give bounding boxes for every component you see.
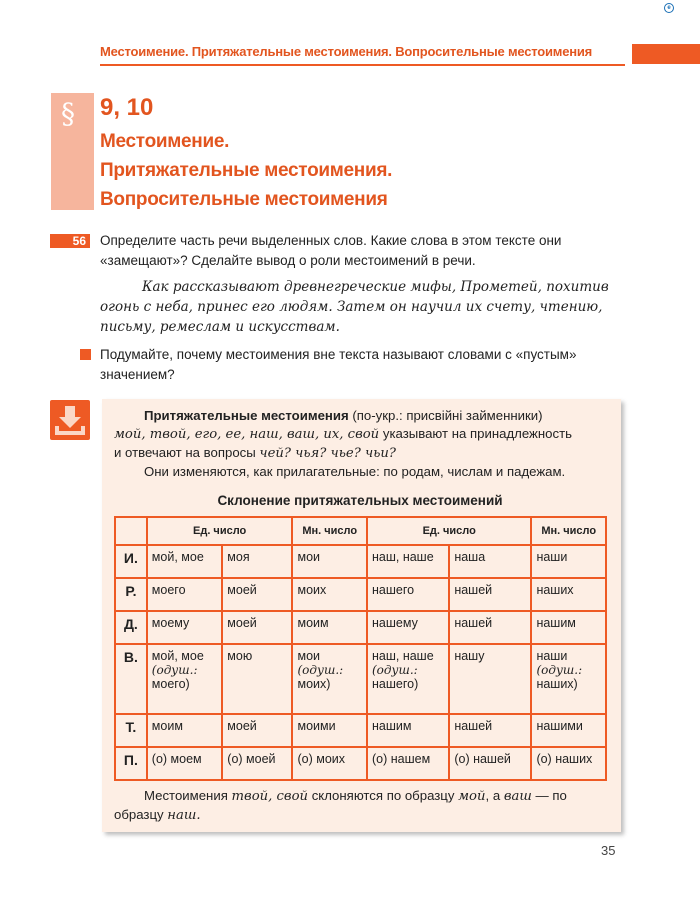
note-text: образцу [114, 807, 164, 822]
table-cell: нашей [449, 714, 531, 747]
cell-line: моего) [151, 677, 190, 691]
table-cell: (о) нашем [367, 747, 449, 780]
exercise-number: 56 [50, 234, 90, 248]
note-text: , а [485, 788, 501, 803]
rule-note [114, 787, 604, 825]
table-cell: нашему [367, 611, 449, 644]
table-cell: моему [147, 611, 222, 644]
table-cell: моим [147, 714, 222, 747]
exercise-task [100, 231, 620, 271]
table-cell: нашим [531, 611, 606, 644]
note-text: Местоимения [144, 788, 228, 803]
header-empty [115, 517, 147, 545]
case-label: Т. [115, 714, 147, 747]
rule-definition [114, 407, 604, 481]
page-number: 35 [601, 843, 616, 858]
cell-line: нашего) [372, 677, 419, 691]
table-cell: наш, наше [367, 545, 449, 578]
section-title-line-1: Местоимение. [100, 131, 230, 152]
table-cell: моя [222, 545, 292, 578]
header-singular-2: Ед. число [367, 517, 531, 545]
table-row [115, 545, 606, 578]
section-number: 9, 10 [100, 94, 154, 121]
table-row [115, 714, 606, 747]
question-line-2: значением? [100, 367, 175, 382]
exercise-question [100, 345, 620, 385]
note-italic: ваш [503, 789, 532, 804]
cell-line: (одуш.: [297, 663, 344, 677]
header-rule [100, 64, 625, 66]
paragraph-symbol: § [61, 97, 75, 130]
rule-examples: мой, твой, его, ее, наш, ваш, их, свой [114, 427, 380, 442]
cell-line: наш, наше [372, 649, 434, 663]
text-line-1: Как рассказывают древнегреческие мифы, Прометей, похитив [142, 279, 609, 295]
table-cell: моей [222, 714, 292, 747]
download-icon [50, 400, 90, 440]
table-cell: наших [531, 578, 606, 611]
section-title-line-2: Притяжательные местоимения. [100, 160, 393, 181]
question-line-1: Подумайте, почему местоимения вне текста называют словами с «пустым» [100, 347, 577, 362]
table-cell: (о) моей [222, 747, 292, 780]
cell-line: мои [297, 649, 321, 663]
table-cell [292, 644, 367, 714]
cell-line: моих) [297, 677, 331, 691]
table-row [115, 611, 606, 644]
table-cell: нашу [449, 644, 531, 714]
note-italic: мой [458, 789, 486, 804]
text-line-2: огонь с неба, принес его людям. Затем он научил их счету, чтению, [100, 299, 603, 315]
table-cell: нашими [531, 714, 606, 747]
table-cell [367, 644, 449, 714]
table-cell: моих [292, 578, 367, 611]
table-caption: Склонение притяжательных местоимений [217, 493, 503, 508]
task-line-1: Определите часть речи выделенных слов. Какие слова в этом тексте они [100, 233, 562, 248]
table-cell: (о) наших [531, 747, 606, 780]
table-cell: мои [292, 545, 367, 578]
header-plural-1: Мн. число [292, 517, 367, 545]
table-cell: моей [222, 611, 292, 644]
table-row [115, 578, 606, 611]
rule-desc-2: и отвечают на вопросы [114, 445, 256, 460]
header-bar [632, 44, 700, 64]
table-cell: (о) моем [147, 747, 222, 780]
cell-line: (одуш.: [372, 663, 418, 677]
table-cell: моими [292, 714, 367, 747]
note-text: склоняются по образцу [311, 788, 455, 803]
table-cell: наша [449, 545, 531, 578]
running-header: Местоимение. Притяжательные местоимения. Вопросительные местоимения [100, 44, 593, 59]
table-cell: (о) нашей [449, 747, 531, 780]
task-line-2: «замещают»? Сделайте вывод о роли местоимений в речи. [100, 253, 476, 268]
table-cell: нашей [449, 611, 531, 644]
cell-line: (одуш.: [151, 663, 198, 677]
table-cell: моего [147, 578, 222, 611]
table-cell: наши [531, 545, 606, 578]
cell-line: наши [536, 649, 568, 663]
table-cell: мою [222, 644, 292, 714]
header-plural-2: Мн. число [531, 517, 606, 545]
section-title-line-3: Вопросительные местоимения [100, 189, 388, 210]
exercise-text [100, 277, 620, 337]
cell-line: наших) [536, 677, 578, 691]
rule-term-note: (по-укр.: присвійні займенники) [352, 408, 543, 423]
case-label: П. [115, 747, 147, 780]
note-text: — по [535, 788, 567, 803]
case-label: В. [115, 644, 147, 714]
text-line-3: письму, ремеслам и искусствам. [100, 319, 340, 335]
header-singular-1: Ед. число [147, 517, 293, 545]
table-cell: мой, мое [147, 545, 222, 578]
case-label: Д. [115, 611, 147, 644]
table-cell: нашим [367, 714, 449, 747]
publisher-logo: e [664, 3, 675, 13]
rule-change: Они изменяются, как прилагательные: по родам, числам и падежам. [144, 464, 566, 479]
table-cell: моим [292, 611, 367, 644]
table-cell [147, 644, 222, 714]
note-italic: твой, свой [231, 789, 309, 804]
table-cell: моей [222, 578, 292, 611]
rule-term: Притяжательные местоимения [144, 408, 349, 423]
cell-line: (одуш.: [536, 663, 583, 677]
note-italic: наш. [167, 808, 201, 823]
table-cell: (о) моих [292, 747, 367, 780]
table-row [115, 644, 606, 714]
table-cell: нашей [449, 578, 531, 611]
table-header-row [115, 517, 606, 545]
declension-table [114, 516, 607, 781]
rule-desc-1: указывают на принадлежность [382, 426, 572, 441]
question-marker-icon [80, 349, 91, 360]
paragraph-badge [51, 93, 94, 210]
case-label: Р. [115, 578, 147, 611]
case-label: И. [115, 545, 147, 578]
table-cell: нашего [367, 578, 449, 611]
table-row [115, 747, 606, 780]
rule-questions: чей? чья? чье? чьи? [259, 446, 396, 461]
table-cell [531, 644, 606, 714]
cell-line: мой, мое [151, 649, 204, 663]
